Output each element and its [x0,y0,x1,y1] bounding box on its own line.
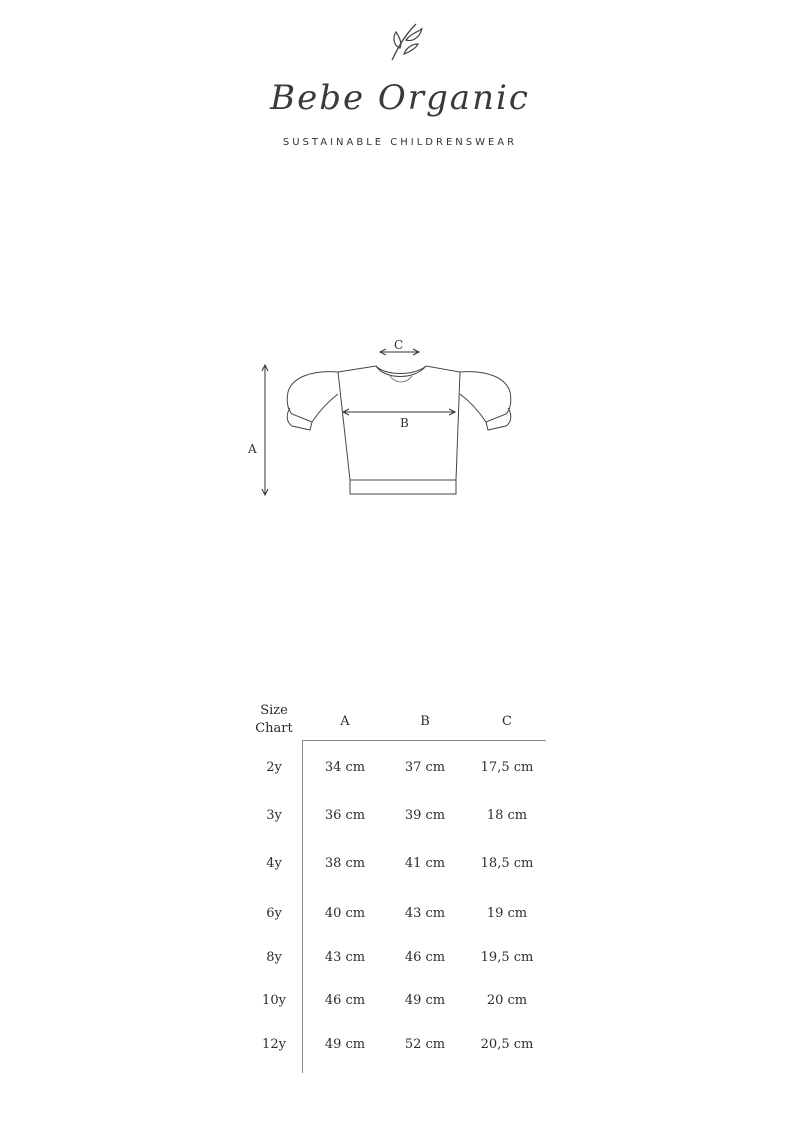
size-cell: 2y [266,760,282,775]
cell-b: 46 cm [404,950,446,965]
column-header-c: C [502,714,512,729]
leaf-sprig-logo-icon [386,18,426,64]
cell-b: 41 cm [404,856,446,871]
cell-b: 37 cm [404,760,446,775]
measurement-label-b: B [400,416,409,430]
cell-b: 43 cm [404,906,446,921]
table-row [243,950,553,970]
cell-a: 36 cm [324,808,366,823]
cell-c: 18,5 cm [480,856,534,871]
table-row [243,856,553,876]
brand-tagline: SUSTAINABLE CHILDRENSWEAR [282,137,518,148]
garment-measurement-diagram [240,330,540,505]
table-row [243,906,553,926]
column-header-a: A [340,714,350,729]
size-cell: 6y [266,906,282,921]
cell-b: 52 cm [404,1037,446,1052]
column-header-b: B [420,714,430,729]
size-cell: 3y [266,808,282,823]
cell-c: 19 cm [486,906,528,921]
size-cell: 8y [266,950,282,965]
cell-a: 40 cm [324,906,366,921]
table-row [243,808,553,828]
cell-a: 38 cm [324,856,366,871]
header-divider [302,740,546,741]
cell-a: 49 cm [324,1037,366,1052]
cell-b: 39 cm [404,808,446,823]
cell-a: 46 cm [324,993,366,1008]
size-cell: 12y [262,1037,286,1052]
cell-a: 34 cm [324,760,366,775]
cell-c: 20 cm [486,993,528,1008]
sweater-illustration [240,330,540,505]
size-cell: 4y [266,856,282,871]
size-cell: 10y [262,993,286,1008]
table-row [243,993,553,1013]
size-chart-header: Size Chart [255,703,293,736]
measurement-label-a: A [248,442,257,456]
table-row [243,1037,553,1057]
cell-c: 20,5 cm [480,1037,534,1052]
cell-a: 43 cm [324,950,366,965]
measurement-label-c: C [394,338,404,352]
size-chart-table [243,700,553,1080]
cell-b: 49 cm [404,993,446,1008]
cell-c: 19,5 cm [480,950,534,965]
cell-c: 17,5 cm [480,760,534,775]
table-row [243,760,553,780]
brand-name: Bebe Organic [270,78,530,118]
cell-c: 18 cm [486,808,528,823]
